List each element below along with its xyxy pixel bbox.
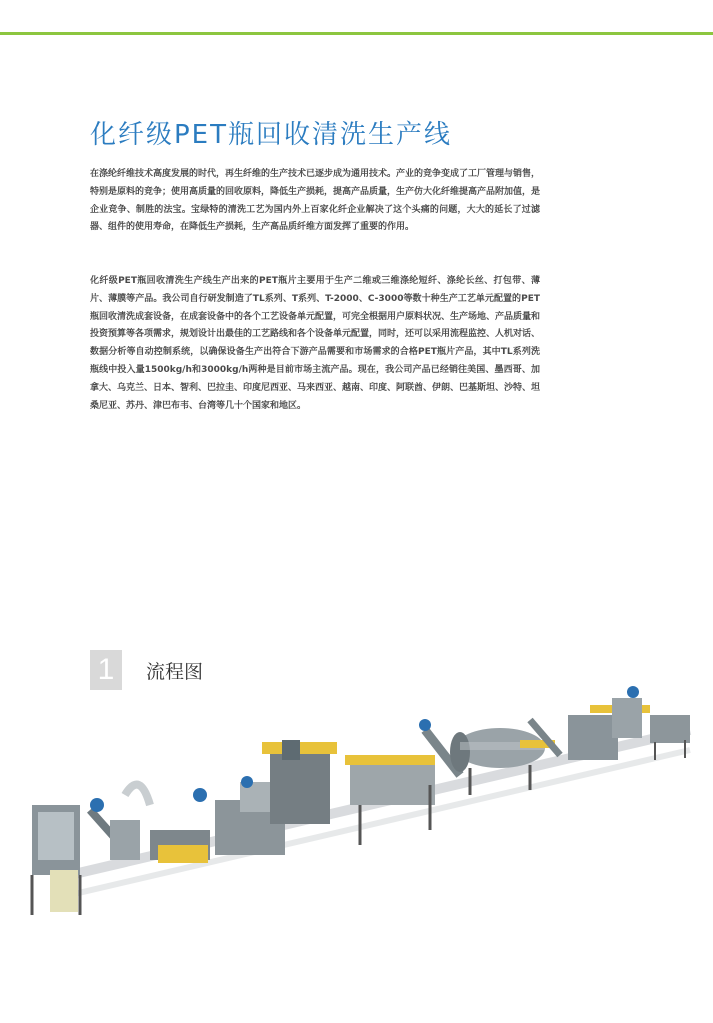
section-title: 流程图 [146,661,204,683]
section-number-badge: 1 [90,650,122,690]
intro-paragraph: 在涤纶纤维技术高度发展的时代，再生纤维的生产技术已逐步成为通用技术。产业的竞争变成了工厂管理与销售，特别是原料的竞争；使用高质量的回收原料，降低生产损耗，提高产品质量，生产仿大化纤维提高产品附加值，是企业竞争、制胜的法宝。宝绿特的清洗工艺为国内外上百家化纤企业解决了这个头痛的问题，大大的延长了过滤器、组件的使用寿命，在降低生产损耗，生产高品质纤维方面发挥了重要的作用。 [90,169,541,233]
production-line-illustration [0,670,713,950]
header-accent-line [0,32,713,35]
product-paragraph: 化纤级PET瓶回收清洗生产线生产出来的PET瓶片主要用于生产二维或三维涤纶短纤、涤纶长丝、打包带、薄片、薄膜等产品。我公司自行研发制造了TL系列、T系列、T-2000、C-3000等数十种生产工艺单元配置的PET瓶回收清洗成套设备，在成套设备中的各个工艺设备单元配置，可完全根据用户原料状况、生产场地、产品质量和投资预算等各项需求，规划设计出最佳的工艺路线和各个设备单元配置，同时，还可以采用流程监控、人机对话、数据分析等自动控制系统，以确保设备生产出符合下游产品需要和市场需求的合格PET瓶片产品，其中TL系列洗瓶线中投入量1500kg/h和3000kg/h两种是目前市场主流产品。现在，我公司产品已经销往美国、墨西哥、加拿大、乌克兰、日本、智利、巴拉圭、印度尼西亚、马来西亚、越南、印度、阿联酋、伊朗、巴基斯坦、沙特、坦桑尼亚、苏丹、津巴布韦、台湾等几十个国家和地区。 [90,276,541,411]
page-title: 化纤级PET瓶回收清洗生产线 [90,120,452,150]
